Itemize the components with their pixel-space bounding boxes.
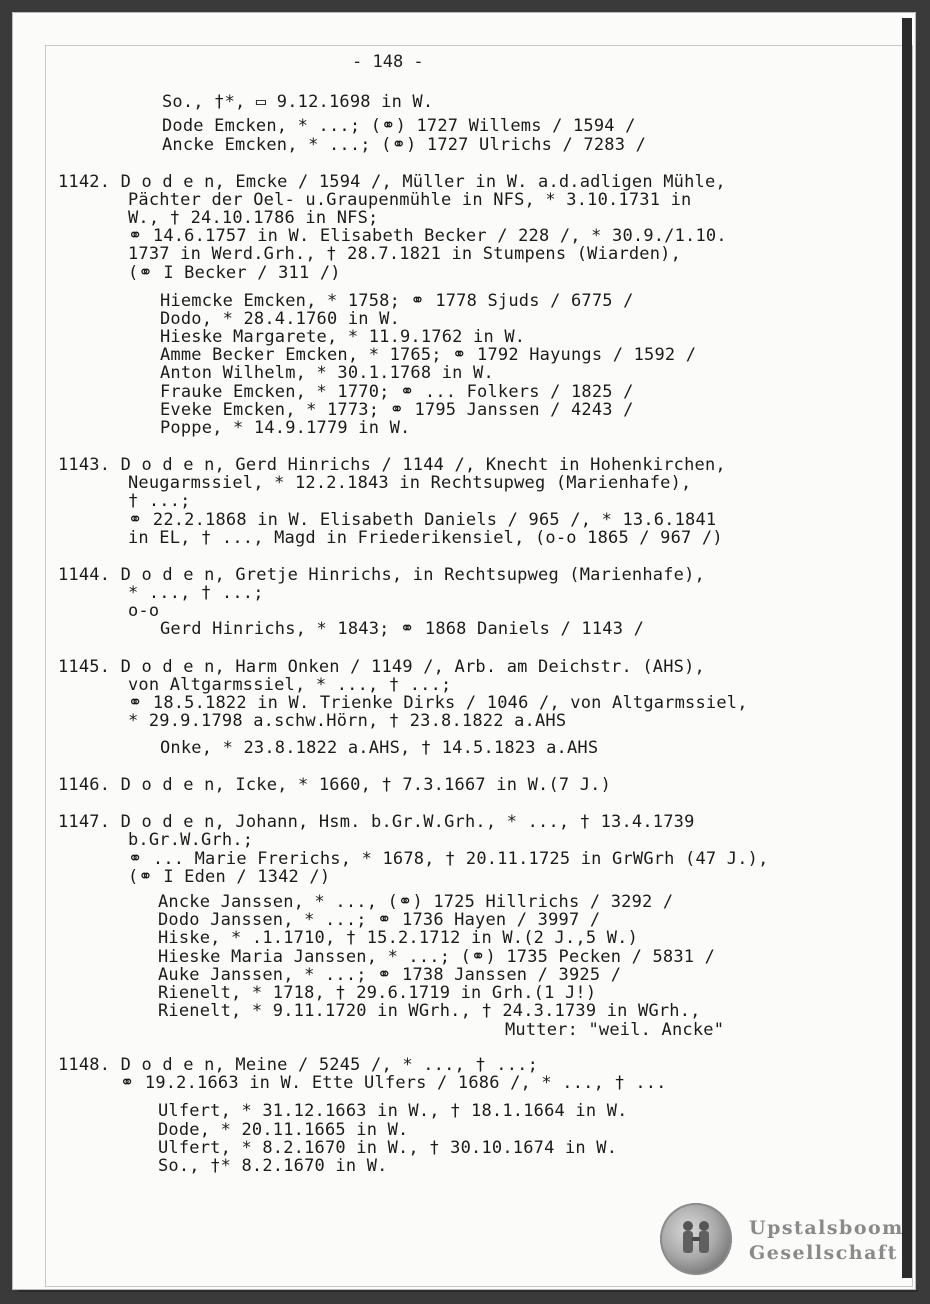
text-line: Hieske Maria Janssen, * ...; (⚭) 1735 Pecken / 5831 / <box>158 947 716 967</box>
text-line: 1148. D o d e n, Meine / 5245 /, * ..., † ...; <box>58 1055 539 1075</box>
scan-edge-right <box>902 18 912 1278</box>
page-number: - 148 - <box>352 52 424 72</box>
scan-edge-bottom <box>18 1290 918 1292</box>
text-line: 1146. D o d e n, Icke, * 1660, † 7.3.1667 in W.(7 J.) <box>58 775 612 795</box>
text-line: Rienelt, * 1718, † 29.6.1719 in Grh.(1 J!) <box>158 983 597 1003</box>
text-line: † ...; <box>128 491 191 511</box>
society-seal-icon <box>660 1203 732 1275</box>
text-line: ⚭ 18.5.1822 in W. Trienke Dirks / 1046 /, von Altgarmssiel, <box>128 693 748 713</box>
seal-figures <box>678 1217 714 1261</box>
text-line: 1145. D o d e n, Harm Onken / 1149 /, Arb. am Deichstr. (AHS), <box>58 657 705 677</box>
text-line: Hieske Margarete, * 11.9.1762 in W. <box>160 327 526 347</box>
text-line: Dodo, * 28.4.1760 in W. <box>160 309 401 329</box>
org-name-line2: Gesellschaft <box>749 1242 898 1264</box>
text-line: 1737 in Werd.Grh., † 28.7.1821 in Stumpens (Wiarden), <box>128 244 682 264</box>
text-line: b.Gr.W.Grh.; <box>128 830 254 850</box>
text-line: Eveke Emcken, * 1773; ⚭ 1795 Janssen / 4243 / <box>160 400 634 420</box>
org-name-line1: Upstalsboom <box>749 1217 904 1239</box>
text-line: 1142. D o d e n, Emcke / 1594 /, Müller in W. a.d.adligen Mühle, <box>58 172 726 192</box>
text-line: (⚭ I Eden / 1342 /) <box>128 867 331 887</box>
text-line: Gerd Hinrichs, * 1843; ⚭ 1868 Daniels / 1143 / <box>160 619 645 639</box>
text-line: So., †* 8.2.1670 in W. <box>158 1156 388 1176</box>
text-line: ⚭ 14.6.1757 in W. Elisabeth Becker / 228 /, * 30.9./1.10. <box>128 226 727 246</box>
text-line: ⚭ 22.2.1868 in W. Elisabeth Daniels / 965 /, * 13.6.1841 <box>128 510 717 530</box>
text-line: ⚭ ... Marie Frerichs, * 1678, † 20.11.1725 in GrWGrh (47 J.), <box>128 849 769 869</box>
text-line: 1144. D o d e n, Gretje Hinrichs, in Rechtsupweg (Marienhafe), <box>58 565 705 585</box>
text-line: von Altgarmssiel, * ..., † ...; <box>128 675 452 695</box>
text-line: * ..., † ...; <box>128 583 264 603</box>
text-line: Dodo Janssen, * ...; ⚭ 1736 Hayen / 3997 / <box>158 910 601 930</box>
text-line: Ancke Janssen, * ..., (⚭) 1725 Hillrichs / 3292 / <box>158 892 674 912</box>
text-line: o-o <box>128 601 160 621</box>
text-line: * 29.9.1798 a.schw.Hörn, † 23.8.1822 a.AHS <box>128 711 567 731</box>
text-line: Frauke Emcken, * 1770; ⚭ ... Folkers / 1825 / <box>160 382 634 402</box>
text-line: Neugarmssiel, * 12.2.1843 in Rechtsupweg (Marienhafe), <box>128 473 692 493</box>
text-line: Auke Janssen, * ...; ⚭ 1738 Janssen / 3925 / <box>158 965 622 985</box>
text-line: Dode, * 20.11.1665 in W. <box>158 1120 409 1140</box>
text-line: Ulfert, * 8.2.1670 in W., † 30.10.1674 in W. <box>158 1138 618 1158</box>
text-line: Rienelt, * 9.11.1720 in WGrh., † 24.3.1739 in WGrh., <box>158 1001 701 1021</box>
text-line: Poppe, * 14.9.1779 in W. <box>160 418 411 438</box>
text-line: Hiemcke Emcken, * 1758; ⚭ 1778 Sjuds / 6775 / <box>160 291 634 311</box>
text-line: Dode Emcken, * ...; (⚭) 1727 Willems / 1594 / <box>162 116 636 136</box>
text-line: Ulfert, * 31.12.1663 in W., † 18.1.1664 in W. <box>158 1101 628 1121</box>
text-line: Onke, * 23.8.1822 a.AHS, † 14.5.1823 a.AHS <box>160 738 599 758</box>
text-line: So., †*, ▭ 9.12.1698 in W. <box>162 92 434 112</box>
text-line: Mutter: "weil. Ancke" <box>505 1020 725 1040</box>
text-line: (⚭ I Becker / 311 /) <box>128 263 341 283</box>
text-line: Amme Becker Emcken, * 1765; ⚭ 1792 Hayungs / 1592 / <box>160 345 697 365</box>
text-line: Ancke Emcken, * ...; (⚭) 1727 Ulrichs / 7283 / <box>162 135 647 155</box>
text-line: W., † 24.10.1786 in NFS; <box>128 208 379 228</box>
text-line: Anton Wilhelm, * 30.1.1768 in W. <box>160 363 494 383</box>
text-line: in EL, † ..., Magd in Friederikensiel, (o-o 1865 / 967 /) <box>128 528 723 548</box>
text-line: 1143. D o d e n, Gerd Hinrichs / 1144 /, Knecht in Hohenkirchen, <box>58 455 726 475</box>
text-line: Hiske, * .1.1710, † 15.2.1712 in W.(2 J.,5 W.) <box>158 928 639 948</box>
text-line: Pächter der Oel- u.Graupenmühle in NFS, * 3.10.1731 in <box>128 190 692 210</box>
text-line: ⚭ 19.2.1663 in W. Ette Ulfers / 1686 /, * ..., † ... <box>120 1073 667 1093</box>
text-line: 1147. D o d e n, Johann, Hsm. b.Gr.W.Grh., * ..., † 13.4.1739 <box>58 812 695 832</box>
